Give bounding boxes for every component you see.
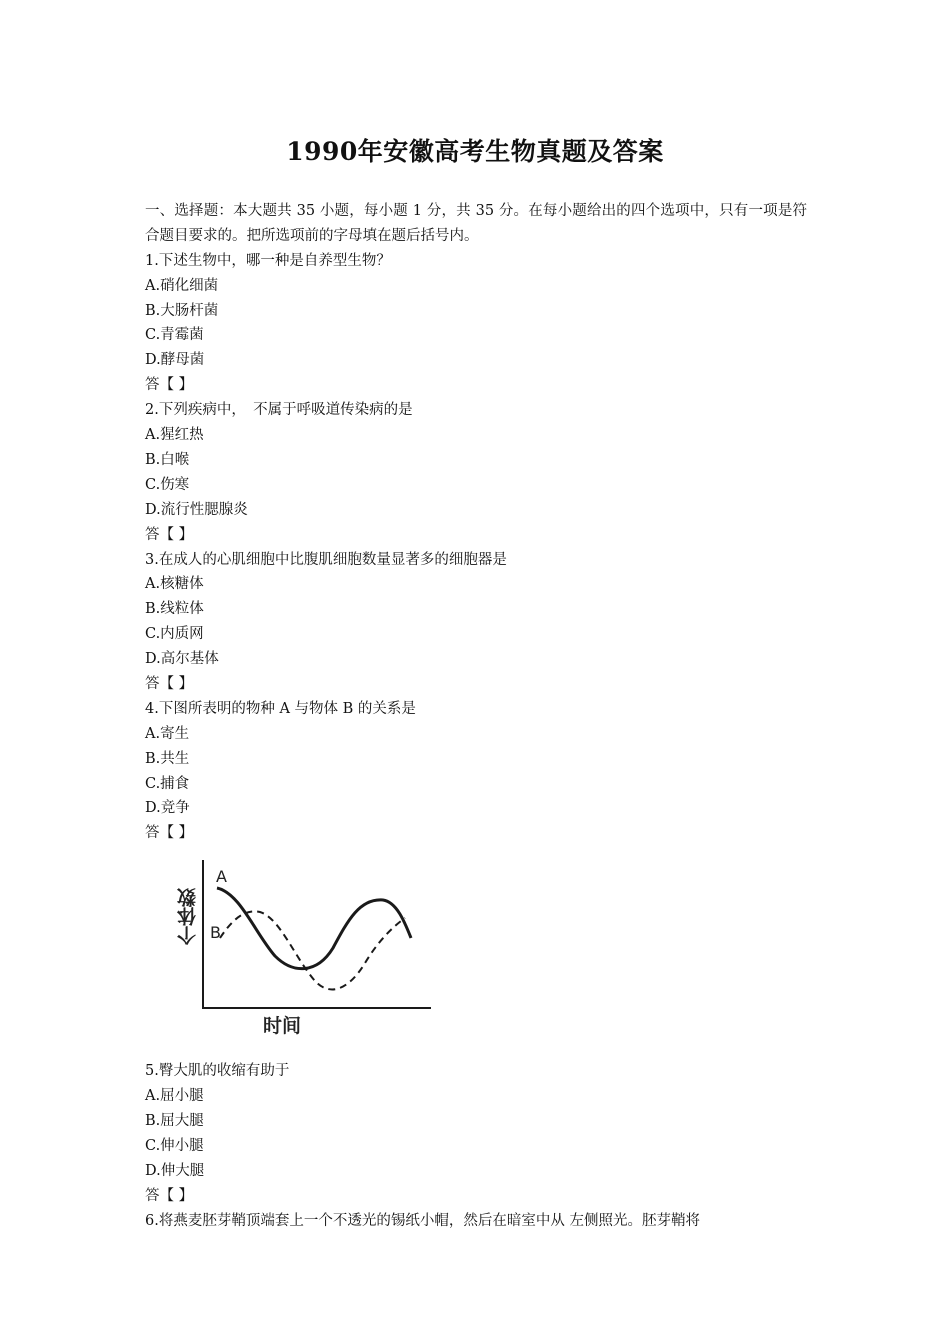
question-4-option-b: B.共生 [145,750,190,767]
question-4-answer: 答【 】 [145,825,194,842]
question-content [145,199,807,1233]
section-instructions: 一、选择题：本大题共 35 小题，每小题 1 分，共 35 分。在每小题给出的四个选项中，只有一项是符合题目要求的。把所选项前的字母填在题后括号内。 [145,203,807,244]
question-3-option-c: C.内质网 [145,626,204,643]
question-4-option-d: D.竞争 [145,800,190,817]
question-2-answer: 答【 】 [145,526,194,543]
question-4-stem: 4.下图所表明的物种 A 与物体 B 的关系是 [145,700,416,717]
question-2-option-a: A.猩红热 [145,427,204,444]
figure-axes [203,860,431,1008]
question-1-option-a: A.硝化细菌 [145,277,219,294]
question-5-answer: 答【 】 [145,1187,194,1204]
question-5-option-b: B.屈大腿 [145,1112,204,1129]
question-3-option-d: D.高尔基体 [145,651,219,668]
question-5-option-c: C.伸小腿 [145,1137,204,1154]
population-curve-figure [155,848,445,1053]
question-1-answer: 答【 】 [145,377,194,394]
question-6-stem: 6.将燕麦胚芽鞘顶端套上一个不透光的锡纸小帽，然后在暗室中从 左侧照光。胚芽鞘将 [145,1212,700,1229]
species-b-curve [220,912,405,990]
species-a-label: A [216,867,227,887]
question-4-option-a: A.寄生 [145,725,190,742]
question-3-option-a: A.核糖体 [145,576,204,593]
question-3-answer: 答【 】 [145,675,194,692]
question-5-option-a: A.屈小腿 [145,1088,204,1105]
question-3-stem: 3.在成人的心肌细胞中比腹肌细胞数量显著多的细胞器是 [145,551,507,568]
question-1-option-d: D.酵母菌 [145,352,205,369]
x-axis-label: 时间 [263,1015,302,1038]
page-title: 1990年安徽高考生物真题及答案 [286,137,664,166]
question-2-option-b: B.白喉 [145,451,190,468]
species-a-curve [217,888,411,969]
question-3-option-b: B.线粒体 [145,601,204,618]
question-4-option-c: C.捕食 [145,775,190,792]
question-1-option-c: C.青霉菌 [145,327,204,344]
question-5-option-d: D.伸大腿 [145,1162,205,1179]
question-2-stem: 2.下列疾病中， 不属于呼吸道传染病的是 [145,402,413,419]
species-b-label: B [210,923,221,943]
question-2-option-d: D.流行性腮腺炎 [145,501,248,518]
question-5-stem: 5.臀大肌的收缩有助于 [145,1063,290,1080]
question-1-stem: 1.下述生物中，哪一种是自养型生物？ [145,252,391,269]
y-axis-label: 个体数 [177,888,199,946]
question-1-option-b: B.大肠杆菌 [145,302,219,319]
question-2-option-c: C.伤寒 [145,476,190,493]
